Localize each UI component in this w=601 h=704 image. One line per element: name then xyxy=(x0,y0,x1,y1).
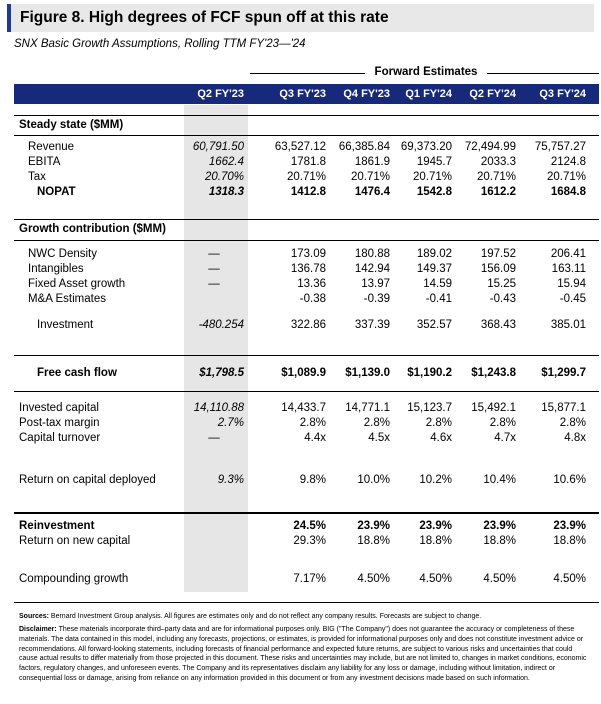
cell: 14,771.1 xyxy=(345,402,390,414)
col-header: Q2 FY'23 xyxy=(197,88,244,100)
figure-title: Figure 8. High degrees of FCF spun off at this rate xyxy=(20,9,389,26)
row-label-invested-capital: Invested capital xyxy=(19,402,99,414)
cell: 14,110.88 xyxy=(193,402,244,414)
cell: 20.71% xyxy=(546,171,586,183)
col-header: Q3 FY'24 xyxy=(539,88,586,100)
cell: 7.17% xyxy=(293,573,326,585)
cell: 1612.2 xyxy=(480,186,516,198)
cell: 180.88 xyxy=(354,248,390,260)
row-label-intangibles: Intangibles xyxy=(28,263,84,275)
section-rule xyxy=(14,512,599,514)
cell: 10.0% xyxy=(357,474,390,486)
cell: 142.94 xyxy=(354,263,390,275)
disclaimer-label: Disclaimer: xyxy=(19,626,57,633)
cell: $1,139.0 xyxy=(345,367,390,379)
cell: 1861.9 xyxy=(354,156,390,168)
disclaimer-note xyxy=(19,625,591,684)
cell: 1318.3 xyxy=(208,186,244,198)
cell: 163.11 xyxy=(551,263,586,275)
cell: 2033.3 xyxy=(480,156,516,168)
cell: 368.43 xyxy=(480,319,516,331)
cell: 2.8% xyxy=(299,417,326,429)
cell: 15,123.7 xyxy=(407,402,452,414)
row-label-post-tax-margin: Post-tax margin xyxy=(19,417,100,429)
cell: 322.86 xyxy=(290,319,326,331)
figure-subtitle: SNX Basic Growth Assumptions, Rolling TTM FY'23—'24 xyxy=(14,38,306,50)
cell: 337.39 xyxy=(354,319,390,331)
section-title-growth: Growth contribution ($MM) xyxy=(19,223,166,235)
cell: 18.8% xyxy=(553,535,586,547)
row-label-nopat: NOPAT xyxy=(37,186,76,198)
row-label-reinvestment: Reinvestment xyxy=(19,520,95,532)
cell: 4.50% xyxy=(419,573,452,585)
title-bar xyxy=(7,4,594,32)
cell: 9.8% xyxy=(299,474,326,486)
cell: 149.37 xyxy=(416,263,452,275)
cell: 69,373.20 xyxy=(400,141,452,153)
section-rule xyxy=(14,240,599,241)
cell: -0.39 xyxy=(363,293,390,305)
cell: 352.57 xyxy=(416,319,452,331)
cell: 75,757.27 xyxy=(534,141,586,153)
cell: 1412.8 xyxy=(290,186,326,198)
cell: $1,089.9 xyxy=(281,367,326,379)
cell: 1684.8 xyxy=(550,186,586,198)
cell: 4.50% xyxy=(483,573,516,585)
cell: 60,791.50 xyxy=(192,141,244,153)
section-rule xyxy=(14,135,599,136)
section-title-steady-state: Steady state ($MM) xyxy=(19,119,124,131)
col-header: Q3 FY'23 xyxy=(279,88,326,100)
cell: 197.52 xyxy=(480,248,516,260)
row-label-investment: Investment xyxy=(37,319,94,331)
cell: 10.6% xyxy=(553,474,586,486)
section-rule xyxy=(14,115,599,116)
cell: 4.4x xyxy=(304,432,326,444)
cell: 136.78 xyxy=(290,263,326,275)
cell: 4.50% xyxy=(357,573,390,585)
row-label-revenue: Revenue xyxy=(28,141,75,153)
cell: 1662.4 xyxy=(208,156,244,168)
cell: 4.7x xyxy=(494,432,516,444)
cell: 4.8x xyxy=(564,432,586,444)
cell: -0.41 xyxy=(425,293,452,305)
sources-label: Sources: xyxy=(19,613,49,620)
cell: 9.3% xyxy=(217,474,244,486)
cell: 29.3% xyxy=(293,535,326,547)
cell: 4.5x xyxy=(368,432,390,444)
cell: 2.8% xyxy=(363,417,390,429)
cell: 156.09 xyxy=(480,263,516,275)
cell: 4.6x xyxy=(430,432,452,444)
cell: 2.8% xyxy=(489,417,516,429)
cell: -480.254 xyxy=(198,319,244,331)
forward-estimates-label: Forward Estimates xyxy=(374,66,478,78)
cell: 20.70% xyxy=(204,171,244,183)
cell: 66,385.84 xyxy=(338,141,390,153)
cell: 10.2% xyxy=(419,474,452,486)
cell: 2.8% xyxy=(425,417,452,429)
cell: 173.09 xyxy=(290,248,326,260)
cell: — xyxy=(208,263,220,275)
col-header: Q4 FY'23 xyxy=(343,88,390,100)
cell: 10.4% xyxy=(483,474,516,486)
cell: 189.02 xyxy=(416,248,452,260)
cell: 18.8% xyxy=(483,535,516,547)
cell: 15,492.1 xyxy=(471,402,516,414)
cell: 13.97 xyxy=(361,278,390,290)
row-label-ronc: Return on new capital xyxy=(19,535,131,547)
cell: 14,433.7 xyxy=(281,402,326,414)
section-rule xyxy=(14,219,599,220)
cell: $1,299.7 xyxy=(541,367,586,379)
cell: 15.94 xyxy=(557,278,586,290)
cell: 23.9% xyxy=(483,520,516,532)
cell: 20.71% xyxy=(350,171,390,183)
cell: 20.71% xyxy=(412,171,452,183)
row-label-rocd: Return on capital deployed xyxy=(19,474,156,486)
cell: 20.71% xyxy=(476,171,516,183)
cell: 385.01 xyxy=(550,319,586,331)
sources-text: Bernard Investment Group analysis. All figures are estimates only and do not reflect any company results. Forecasts are subject to change. xyxy=(48,613,482,620)
section-rule xyxy=(14,391,599,392)
cell: -0.38 xyxy=(299,293,326,305)
cell: 4.50% xyxy=(553,573,586,585)
cell: — xyxy=(208,278,220,290)
cell: 1945.7 xyxy=(416,156,452,168)
row-label-ma: M&A Estimates xyxy=(28,293,106,305)
cell: 1781.8 xyxy=(290,156,326,168)
row-label-ebita: EBITA xyxy=(28,156,61,168)
cell: 2.7% xyxy=(217,417,244,429)
cell: 18.8% xyxy=(357,535,390,547)
section-rule xyxy=(14,355,599,356)
col-header: Q2 FY'24 xyxy=(469,88,516,100)
row-label-nwc: NWC Density xyxy=(28,248,98,260)
cell: 15,877.1 xyxy=(541,402,586,414)
cell: 24.5% xyxy=(293,520,326,532)
cell: 2124.8 xyxy=(550,156,586,168)
col-header: Q1 FY'24 xyxy=(405,88,452,100)
cell: 13.36 xyxy=(297,278,326,290)
cell: 23.9% xyxy=(419,520,452,532)
cell: $1,243.8 xyxy=(471,367,516,379)
cell: 72,494.99 xyxy=(464,141,516,153)
cell: 1542.8 xyxy=(416,186,452,198)
cell: 18.8% xyxy=(419,535,452,547)
disclaimer-text: These materials incorporate third–party data and are for informational purposes only. BIG ("The Company") does not guarantee the accuracy or completeness of these materials. The data contained in this model, including any forecasts, projections, or estimates, is provided for informational purposes only and does not constitute investment advice or recommendations. All forward-looking statements, including forecasts of financial performance and expected future returns, are subject to various risks and uncertainties that could cause actual results to differ materially from those projected in this document. These risks and uncertainties may include, but are not limited to, changes in market conditions, economic factors, regulatory changes, and unforeseen events. The Company and its representatives disclaim any liability for any loss or damage, including without limitation, indirect or consequential loss or damage, arising from reliance on any information provided in this document or from any investment decisions made based on such information. xyxy=(19,626,587,682)
cell: $1,190.2 xyxy=(407,367,452,379)
cell: -0.43 xyxy=(489,293,516,305)
row-label-capital-turnover: Capital turnover xyxy=(19,432,101,444)
cell: 14.59 xyxy=(423,278,452,290)
cell: — xyxy=(208,432,220,444)
sources-note xyxy=(19,612,591,622)
cell: 63,527.12 xyxy=(274,141,326,153)
cell: -0.45 xyxy=(559,293,586,305)
cell: 1476.4 xyxy=(354,186,390,198)
row-label-tax: Tax xyxy=(28,171,46,183)
cell: — xyxy=(208,248,220,260)
cell: 23.9% xyxy=(553,520,586,532)
row-label-fixed-asset: Fixed Asset growth xyxy=(28,278,126,290)
row-label-fcf: Free cash flow xyxy=(37,367,117,379)
cell: 206.41 xyxy=(550,248,586,260)
cell: $1,798.5 xyxy=(199,367,244,379)
cell: 15.25 xyxy=(487,278,516,290)
cell: 20.71% xyxy=(286,171,326,183)
row-label-compounding: Compounding growth xyxy=(19,573,129,585)
section-rule xyxy=(14,602,599,603)
cell: 23.9% xyxy=(357,520,390,532)
cell: 2.8% xyxy=(559,417,586,429)
